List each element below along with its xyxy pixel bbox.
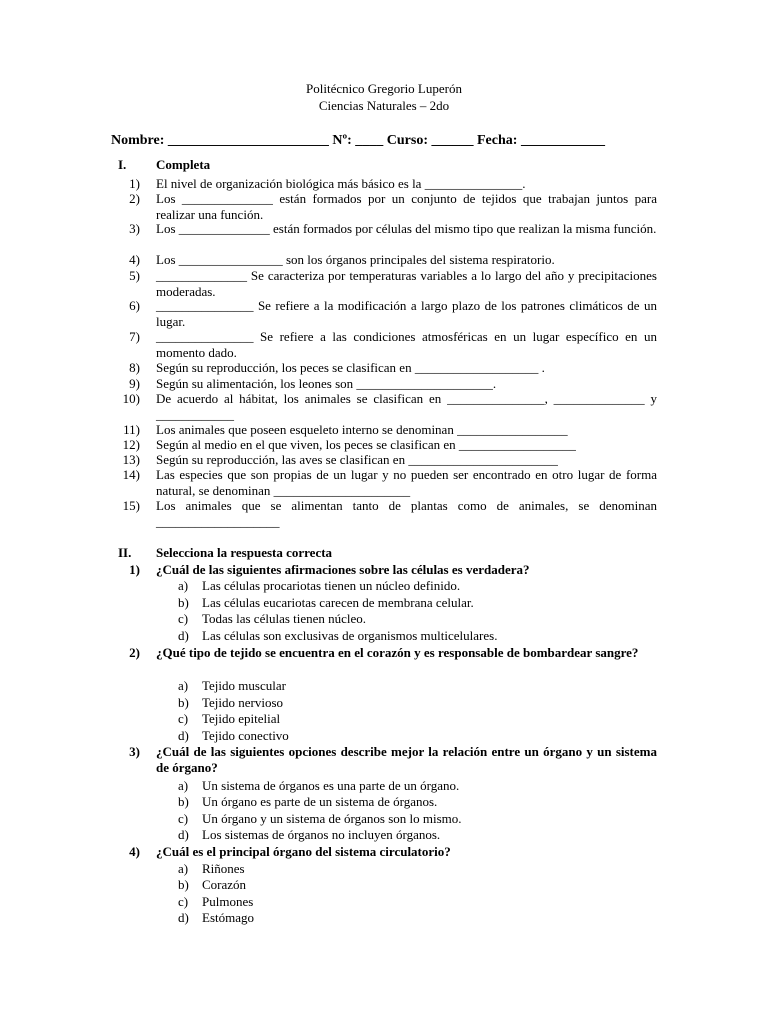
question-text: Los animales que poseen esqueleto interno se denominan _________________ [156, 422, 568, 437]
question-text: ______________ Se caracteriza por temperaturas variables a lo largo del año y precipitaciones moderadas. [156, 268, 657, 299]
section-1-title: Completa [156, 157, 211, 172]
question-14 [122, 467, 657, 498]
mc-option [178, 910, 254, 926]
subject-line: Ciencias Naturales – 2do [318, 98, 450, 113]
question-7 [129, 329, 657, 360]
mc-option [178, 861, 245, 877]
mc-question-text: ¿Cuál de las siguientes afirmaciones sobre las células es verdadera? [156, 562, 530, 577]
question-number: 3) [129, 221, 140, 236]
question-number: 9) [129, 376, 140, 391]
option-text: Tejido muscular [202, 678, 286, 693]
section-2-heading [118, 545, 332, 561]
option-letter: a) [178, 861, 189, 876]
question-6 [129, 298, 657, 329]
question-text: Los ________________ son los órganos principales del sistema respiratorio. [156, 252, 555, 267]
option-text: Un sistema de órganos es una parte de un órgano. [202, 778, 460, 793]
option-text: Un órgano es parte de un sistema de órganos. [202, 794, 438, 809]
question-3 [129, 221, 657, 237]
mc-option [178, 611, 366, 627]
question-text: Los ______________ están formados por células del mismo tipo que realizan la misma función. [156, 221, 657, 236]
mc-question-text: ¿Qué tipo de tejido se encuentra en el corazón y es responsable de bombardear sangre? [156, 645, 639, 660]
option-letter: c) [178, 894, 189, 909]
student-info-line: Nombre: _______________________ Nº: ____ Curso: ______ Fecha: ____________ [111, 133, 605, 148]
question-number: 14) [122, 467, 140, 482]
mc-question-text: ¿Cuál de las siguientes opciones describe mejor la relación entre un órgano y un sistema de órgano? [156, 744, 657, 775]
question-number: 13) [122, 452, 140, 467]
option-letter: d) [178, 628, 189, 643]
question-8 [129, 360, 657, 376]
option-letter: a) [178, 778, 189, 793]
question-number: 10) [122, 391, 140, 406]
option-text: Corazón [202, 877, 247, 892]
question-number: 12) [122, 437, 140, 452]
option-text: Los sistemas de órganos no incluyen órganos. [202, 827, 441, 842]
mc-question-text: ¿Cuál es el principal órgano del sistema circulatorio? [156, 844, 451, 859]
mc-question-3 [129, 744, 657, 776]
option-text: Estómago [202, 910, 254, 925]
mc-option [178, 877, 246, 893]
section-2-number: II. [118, 545, 132, 560]
mc-question-number: 4) [129, 844, 140, 859]
question-2 [129, 191, 657, 222]
question-text: Según su alimentación, los leones son _____________________. [156, 376, 497, 391]
question-text: Según su reproducción, las aves se clasifican en _______________________ [156, 452, 558, 467]
mc-question-2 [129, 645, 657, 661]
option-letter: b) [178, 794, 189, 809]
option-letter: c) [178, 811, 189, 826]
question-text: El nivel de organización biológica más básico es la _______________. [156, 176, 526, 191]
option-letter: b) [178, 695, 189, 710]
question-number: 2) [129, 191, 140, 206]
question-number: 8) [129, 360, 140, 375]
option-text: Las células son exclusivas de organismos multicelulares. [202, 628, 498, 643]
option-text: Tejido conectivo [202, 728, 289, 743]
mc-option [178, 894, 253, 910]
question-text: Según al medio en el que viven, los peces se clasifican en __________________ [156, 437, 576, 452]
mc-option [178, 578, 460, 594]
option-letter: a) [178, 578, 189, 593]
mc-option [178, 595, 474, 611]
option-letter: d) [178, 827, 189, 842]
question-13 [122, 452, 657, 468]
mc-question-number: 1) [129, 562, 140, 577]
option-text: Pulmones [202, 894, 254, 909]
question-text: Las especies que son propias de un lugar y no pueden ser encontrado en otro lugar de forma natural, se denominan _____________________ [156, 467, 657, 498]
option-letter: c) [178, 711, 189, 726]
option-letter: d) [178, 910, 189, 925]
option-letter: b) [178, 877, 189, 892]
document-header [0, 80, 768, 114]
question-text: _______________ Se refiere a las condiciones atmosféricas en un lugar específico en un momento dado. [156, 329, 657, 360]
option-text: Todas las células tienen núcleo. [202, 611, 367, 626]
option-text: Tejido nervioso [202, 695, 284, 710]
option-text: Las células eucariotas carecen de membrana celular. [202, 595, 474, 610]
question-number: 1) [129, 176, 140, 191]
question-text: Los ______________ están formados por un conjunto de tejidos que trabajan juntos para realizar una función. [156, 191, 657, 222]
question-text: Los animales que se alimentan tanto de plantas como de animales, se denominan ___________________ [156, 498, 657, 529]
question-text: _______________ Se refiere a la modificación a largo plazo de los patrones climáticos de un lugar. [156, 298, 657, 329]
mc-option [178, 628, 497, 644]
mc-question-1 [129, 562, 657, 578]
school-name: Politécnico Gregorio Luperón [306, 81, 462, 96]
question-text: De acuerdo al hábitat, los animales se clasifican en _______________, ______________ y ____________ [156, 391, 657, 422]
option-text: Riñones [202, 861, 245, 876]
mc-option [178, 811, 462, 827]
mc-option [178, 778, 459, 794]
question-10 [122, 391, 657, 422]
mc-option [178, 827, 440, 843]
option-letter: b) [178, 595, 189, 610]
mc-option [178, 678, 286, 694]
option-letter: a) [178, 678, 189, 693]
mc-question-number: 3) [129, 744, 140, 759]
mc-question-4 [129, 844, 657, 860]
section-1-number: I. [118, 157, 127, 172]
question-number: 7) [129, 329, 140, 344]
question-number: 6) [129, 298, 140, 313]
mc-option [178, 728, 289, 744]
question-15 [122, 498, 657, 529]
question-text: Según su reproducción, los peces se clasifican en ___________________ . [156, 360, 545, 375]
question-9 [129, 376, 657, 392]
section-1-heading [118, 157, 210, 173]
question-number: 11) [123, 422, 140, 437]
question-number: 15) [122, 498, 140, 513]
question-12 [122, 437, 657, 453]
mc-option [178, 794, 437, 810]
question-4 [129, 252, 657, 268]
option-letter: d) [178, 728, 189, 743]
option-text: Las células procariotas tienen un núcleo definido. [202, 578, 461, 593]
option-text: Un órgano y un sistema de órganos son lo mismo. [202, 811, 462, 826]
mc-question-number: 2) [129, 645, 140, 660]
question-number: 5) [129, 268, 140, 283]
section-2-title: Selecciona la respuesta correcta [156, 545, 333, 560]
mc-option [178, 711, 280, 727]
question-1 [129, 176, 657, 192]
question-11 [123, 422, 657, 438]
option-letter: c) [178, 611, 189, 626]
mc-option [178, 695, 283, 711]
option-text: Tejido epitelial [202, 711, 281, 726]
question-number: 4) [129, 252, 140, 267]
question-5 [129, 268, 657, 299]
